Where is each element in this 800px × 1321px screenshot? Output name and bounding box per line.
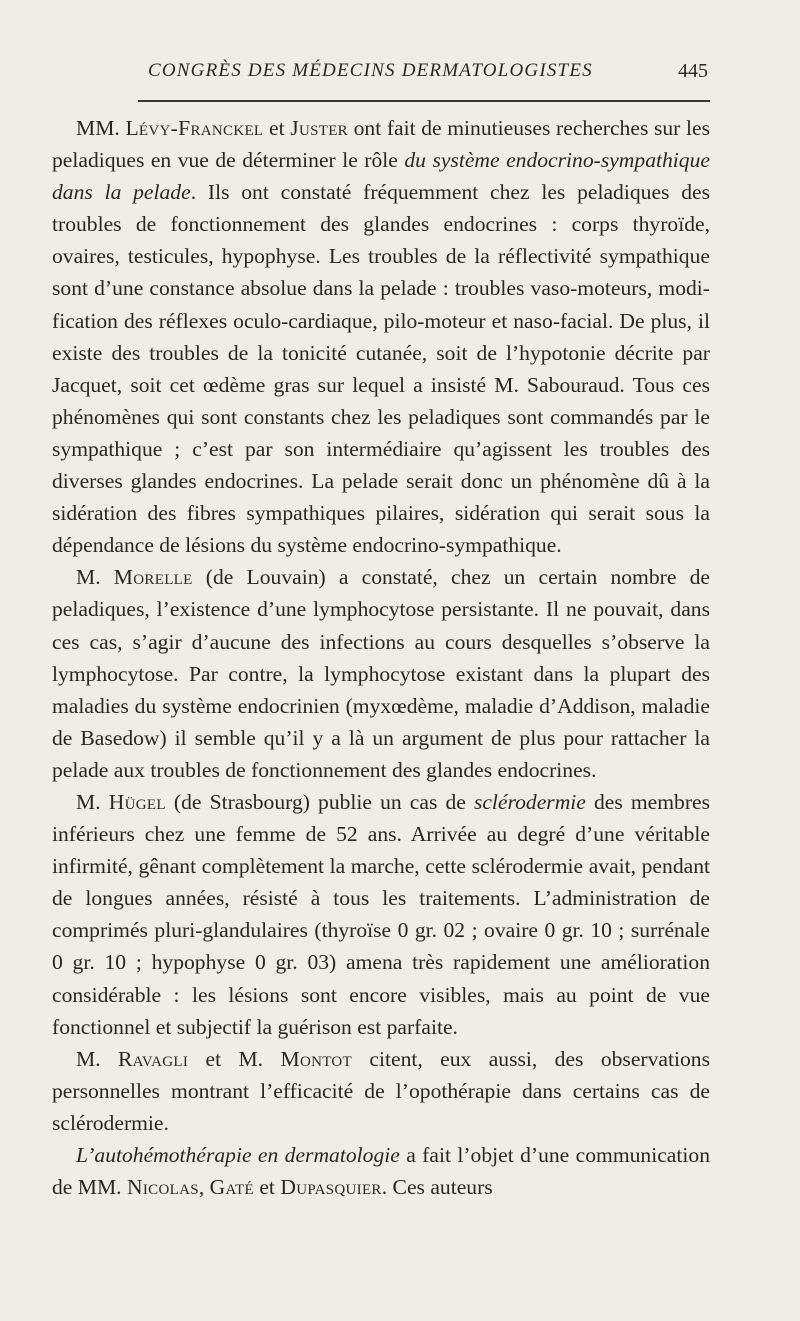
emphasis-text: sclérodermie — [473, 789, 586, 814]
author-name: Gaté — [209, 1175, 254, 1200]
author-name: Dupasquier — [280, 1175, 382, 1200]
paragraph-ravagli — [52, 1043, 710, 1139]
paragraph-text: a fait l’objet d’une communication de MM. — [52, 1143, 710, 1200]
connector-text: et — [253, 1175, 281, 1200]
body-text — [52, 112, 710, 1203]
paragraph-levy-franckel — [52, 112, 710, 561]
connector-text: et M. — [188, 1046, 281, 1071]
paragraph-morelle — [52, 561, 710, 786]
paragraph-hugel — [52, 786, 710, 1043]
author-name: Juster — [290, 116, 348, 140]
author-name: Hügel — [108, 789, 166, 814]
paragraph-autohemotherapie — [52, 1139, 710, 1203]
running-title: CONGRÈS DES MÉDECINS DERMATOLOGISTES — [148, 60, 593, 81]
paragraph-text: ont fait de minutieuses recherches sur les peladiques en vue de déterminer le rôle — [52, 116, 710, 173]
paragraph-text: (de Strasbourg) publie un cas de — [165, 789, 474, 814]
paragraph-text: . Ils ont constaté fréquemment chez les peladiques des troubles de fonctionnement des glandes endocrines : corps thyroïde, ovaires, testicules, hypophyse. Les troubles de la réflectivité sympathique sont d’une constance absolue dans la pelade : troubles vaso-moteurs, modification des réflexes oculo-cardiaque, pilo-moteur et naso-facial. De plus, il existe des troubles de la tonicité cutanée, soit de l’hypotonie décrite par Jacquet, soit cet œdème gras sur lequel a insisté M. Sabouraud. Tous ces phénomènes qui sont constants chez les peladiques sont commandés par le sympathique ; c’est par son intermédiaire qu’agissent les troubles des diverses glandes endocrines. La pelade serait donc un phénomène dû à la sidération des fibres sympathiques pilaires, sidération qui serait sous la dépendance de lésions du système endocrino-sympathique. — [52, 180, 710, 558]
connector-text: et — [263, 116, 291, 140]
author-name: Ravagli — [117, 1046, 189, 1071]
paragraph-text: citent, eux aussi, des observations personnelles montrant l’efficacité de l’opothérapie dans certains cas de sclérodermie. — [52, 1046, 710, 1135]
paragraph-text: . Ces auteurs — [381, 1175, 493, 1200]
connector-text: , — [198, 1175, 210, 1200]
header-rule — [138, 100, 710, 102]
emphasis-text: du système endocrino-sympathique dans la pelade — [52, 148, 710, 205]
paragraph-lead: MM. — [76, 116, 126, 140]
paragraph-text: (de Louvain) a constaté, chez un certain nombre de peladiques, l’existence d’une lymphocytose persistante. Il ne pouvait, dans ces cas, s’agir d’aucune des infections au cours desquelles s’observe la lymphocytose. Par contre, la lymphocytose existant dans la plupart des maladies du système endocrinien (myxœdème, maladie d’Addison, maladie de Basedow) il semble qu’il y a là un argument de plus pour rattacher la pelade aux troubles de fonctionnement des glandes endocrines. — [52, 565, 710, 782]
paragraph-lead: M. — [76, 1046, 118, 1071]
author-name: Morelle — [113, 565, 193, 590]
author-name: Lévy-Franckel — [125, 116, 264, 140]
page-header — [0, 60, 800, 92]
paragraph-lead: M. — [76, 789, 109, 814]
paragraph-lead: M. — [76, 565, 114, 590]
author-name: Montot — [280, 1046, 353, 1071]
author-name: Nicolas — [126, 1175, 199, 1200]
paragraph-text: des membres inférieurs chez une femme de 52 ans. Arrivée au degré d’une véritable infirmité, gênant complètement la marche, cette sclérodermie avait, pendant de longues années, résisté à tous les traitements. L’administration de comprimés pluri-glandulaires (thyroïse 0 gr. 02 ; ovaire 0 gr. 10 ; surrénale 0 gr. 10 ; hypophyse 0 gr. 03) amena très rapidement une amélioration considérable : les lésions sont encore visibles, mais au point de vue fonctionnel et subjectif la guérison est parfaite. — [52, 789, 711, 1039]
emphasis-text: L’autohémothérapie en dermatologie — [76, 1143, 400, 1167]
page-number: 445 — [678, 60, 708, 82]
